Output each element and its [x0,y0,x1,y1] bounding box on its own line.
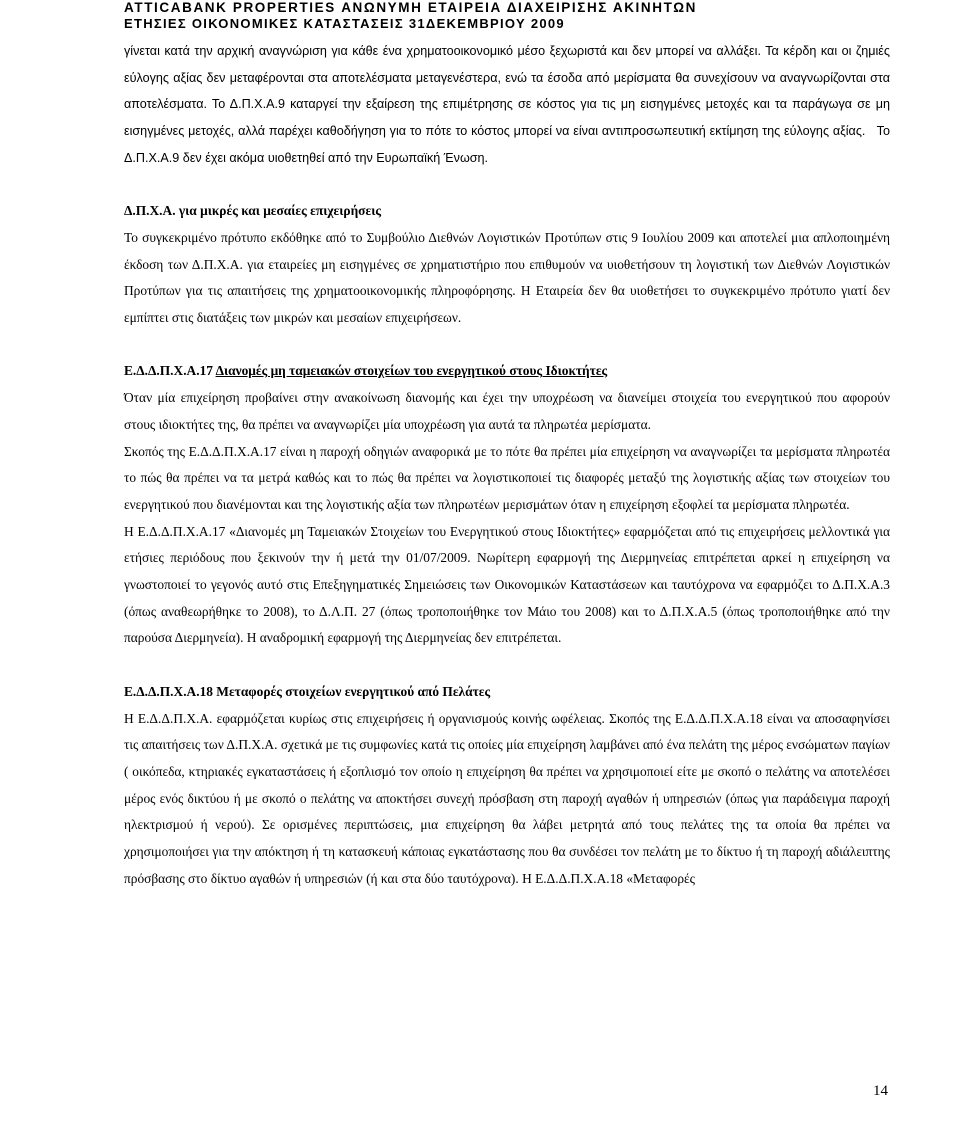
ifric17-paragraph-3: Η Ε.Δ.Δ.Π.Χ.Α.17 «Διανομές μη Ταμειακών Στοιχείων του Ενεργητικού στους Ιδιοκτήτες» εφαρμόζεται από τις επιχειρήσεις μελλοντικά για ετήσιες περιόδους που ξεκινούν την ή μετά την 01/07/2009. Νωρίτερη εφαρμογή της Διερμηνείας επιτρέπεται αρκεί η επιχείρηση να γνωστοποιεί το γεγονός αυτό στις Επεξηγηματικές Σημειώσεις των Οικονομικών Καταστάσεων και ταυτόχρονα να εφαρμόζει το Δ.Π.Χ.Α.3 (όπως αναθεωρήθηκε το 2008), το Δ.Λ.Π. 27 (όπως τροποποιήθηκε τον Μάιο του 2008) και το Δ.Π.Χ.Α.5 (όπως τροποποιήθηκε από την παρούσα Διερμηνεία). Η αναδρομική εφαρμογή της Διερμηνείας δεν επιτρέπεται. [124,523,890,646]
header-company-name: ATTICABANK PROPERTIES ΑΝΩΝΥΜΗ ΕΤΑΙΡΕΙΑ ΔΙΑΧΕΙΡΙΣΗΣ ΑΚΙΝΗΤΩΝ [124,0,697,15]
section-title-ifric17 [124,358,890,385]
ifric17-title-prefix: Ε.Δ.Δ.Π.Χ.Α.17 [124,363,216,379]
page-number: 14 [873,1083,888,1099]
document-body [124,38,890,892]
ifric17-paragraph-1: Όταν μία επιχείρηση προβαίνει στην ανακοίνωση διανομής και έχει την υποχρέωση να διανείμει στοιχεία του ενεργητικού που αφορούν στους ιδιοκτήτες της, θα πρέπει να αναγνωρίζει μία υποχρέωση για αυτά τα πληρωτέα μερίσματα. [124,390,890,432]
intro-paragraph [124,38,890,172]
section-title-ifric18: Ε.Δ.Δ.Π.Χ.Α.18 Μεταφορές στοιχείων ενεργητικού από Πελάτες [124,683,491,699]
intro-tail: Το Δ.Π.Χ.Α.9 δεν έχει ακόμα υιοθετηθεί από την Ευρωπαϊκή Ένωση. [124,124,890,165]
ifric17-paragraph-2: Σκοπός της Ε.Δ.Δ.Π.Χ.Α.17 είναι η παροχή οδηγιών αναφορικά με το πότε θα πρέπει μία επιχείρηση να αναγνωρίζει τα μερίσματα πληρωτέα το πώς θα πρέπει να τα μετρά καθώς και το πώς θα πρέπει να λογιστικοποιεί τις διαφορές μεταξύ της λογιστικής αξίας των στοιχείων του ενεργητικού που διανέμονται και της λογιστικής αξία των πληρωτέων μερισμάτων όταν η επιχείρηση εξοφλεί τα μερίσματα πληρωτέα. [124,443,890,512]
document-header [124,0,904,32]
sme-paragraph: Το συγκεκριμένο πρότυπο εκδόθηκε από το Συμβούλιο Διεθνών Λογιστικών Προτύπων στις 9 Ιουλίου 2009 και αποτελεί μια απλοποιημένη έκδοση των Δ.Π.Χ.Α. για εταιρείες μη εισηγμένες σε χρηματιστήριο που επιθυμούν να υιοθετήσουν τη λογιστική των Διεθνών Λογιστικών Προτύπων για τις απαιτήσεις της χρηματοοικονομικής πληροφόρησης. Η Εταιρεία δεν θα υιοθετήσει το συγκεκριμένο πρότυπο γιατί δεν εμπίπτει στις διατάξεις των μικρών και μεσαίων επιχειρήσεων. [124,229,890,326]
intro-text: γίνεται κατά την αρχική αναγνώριση για κάθε ένα χρηματοοικονομικό μέσο ξεχωριστά και δεν μπορεί να αλλάξει. Τα κέρδη και οι ζημιές εύλογης αξίας δεν μεταφέρονται στα αποτελέσματα μεταγενέστερα, ενώ τα έσοδα από μερίσματα θα συνεχίσουν να αναγνωρίζονται στα αποτελέσματα. Το Δ.Π.Χ.Α.9 καταργεί την εξαίρεση της επιμέτρησης σε κόστος για τις μη εισηγμένες μετοχές και τα παράγωγα σε μη εισηγμένες μετοχές, αλλά παρέχει καθοδήγηση για το πότε το κόστος μπορεί να είναι αντιπροσωπευτική εκτίμηση της εύλογης αξίας. [124,44,890,139]
section-title-sme: Δ.Π.Χ.Α. για μικρές και μεσαίες επιχειρήσεις [124,203,381,219]
ifric17-title-underlined: Διανομές μη ταμειακών στοιχείων του ενεργητικού στους Ιδιοκτήτες [215,363,608,379]
header-report-title: ΕΤΗΣΙΕΣ ΟΙΚΟΝΟΜΙΚΕΣ ΚΑΤΑΣΤΑΣΕΙΣ 31ΔΕΚΕΜΒΡΙΟΥ 2009 [124,16,565,31]
ifric18-paragraph: Η Ε.Δ.Δ.Π.Χ.Α. εφαρμόζεται κυρίως στις επιχειρήσεις ή οργανισμούς κοινής ωφέλειας. Σκοπός της Ε.Δ.Δ.Π.Χ.Α.18 είναι να αποσαφηνίσει τις απαιτήσεις των Δ.Π.Χ.Α. σχετικά με τις συμφωνίες κατά τις οποίες μία επιχείρηση λαμβάνει από ένα πελάτη της μέρος ενσώματων παγίων ( οικόπεδα, κτηριακές εγκαταστάσεις ή εξοπλισμό τον οποίο η επιχείρηση θα πρέπει να χρησιμοποιεί είτε με σκοπό ο πελάτης να αποτελέσει μέρος ενός δικτύου ή με σκοπό ο πελάτης να αποκτήσει συνεχή πρόσβαση στη παροχή αγαθών ή υπηρεσιών (όπως για παράδειγμα παροχή ηλεκτρισμού ή νερού). Σε ορισμένες περιπτώσεις, μια επιχείρηση θα λάβει μετρητά από τους πελάτες της τα οποία θα πρέπει να χρησιμοποιήσει για την απόκτηση ή τη κατασκευή κάποιας εγκατάστασης που θα συνδέσει τον πελάτη με το δίκτυο ή τη παροχή αδιάλειπτης πρόσβασης στο δίκτυο αγαθών ή υπηρεσιών (ή και στα δύο ταυτόχρονα). Η Ε.Δ.Δ.Π.Χ.Α.18 «Μεταφορές [124,710,890,886]
